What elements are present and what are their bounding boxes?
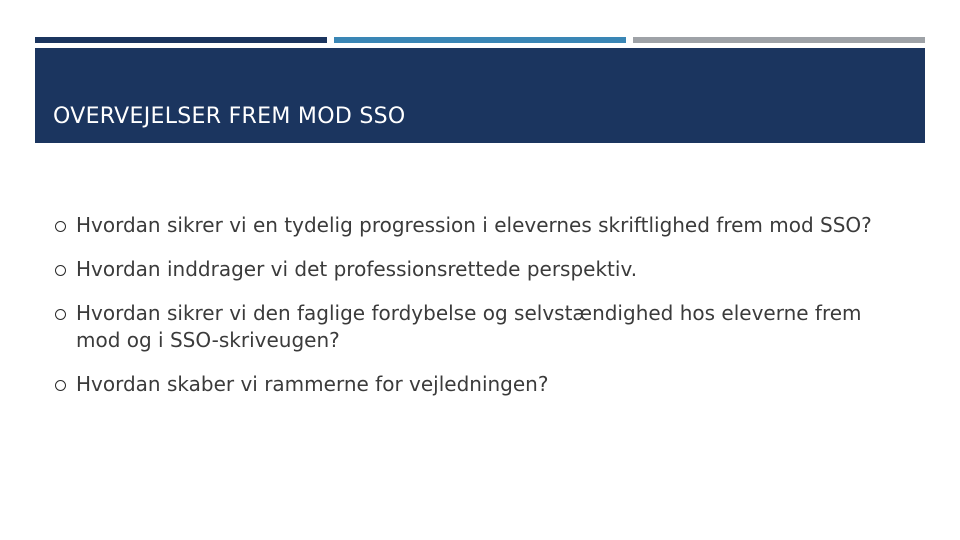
bullet-list — [55, 212, 885, 398]
accent-bar-dark-blue — [35, 37, 327, 43]
bullet-text: Hvordan sikrer vi en tydelig progression i elevernes skriftlighed frem mod SSO? — [76, 213, 872, 237]
bullet-text: Hvordan skaber vi rammerne for vejledningen? — [76, 372, 549, 396]
title-band — [35, 48, 925, 143]
circle-bullet-icon — [55, 309, 66, 320]
bullet-text: Hvordan inddrager vi det professionsrettede perspektiv. — [76, 257, 638, 281]
circle-bullet-icon — [55, 265, 66, 276]
accent-bar-gray — [633, 37, 925, 43]
bullet-item — [55, 256, 885, 283]
bullet-item — [55, 300, 885, 354]
accent-bar-light-blue — [334, 37, 626, 43]
circle-bullet-icon — [55, 221, 66, 232]
bullet-item — [55, 371, 885, 398]
slide-title: OVERVEJELSER FREM MOD SSO — [53, 104, 406, 129]
circle-bullet-icon — [55, 380, 66, 391]
bullet-text: Hvordan sikrer vi den faglige fordybelse og selvstændighed hos eleverne frem mod og i SSO-skriveugen? — [76, 301, 862, 352]
bullet-item — [55, 212, 885, 239]
